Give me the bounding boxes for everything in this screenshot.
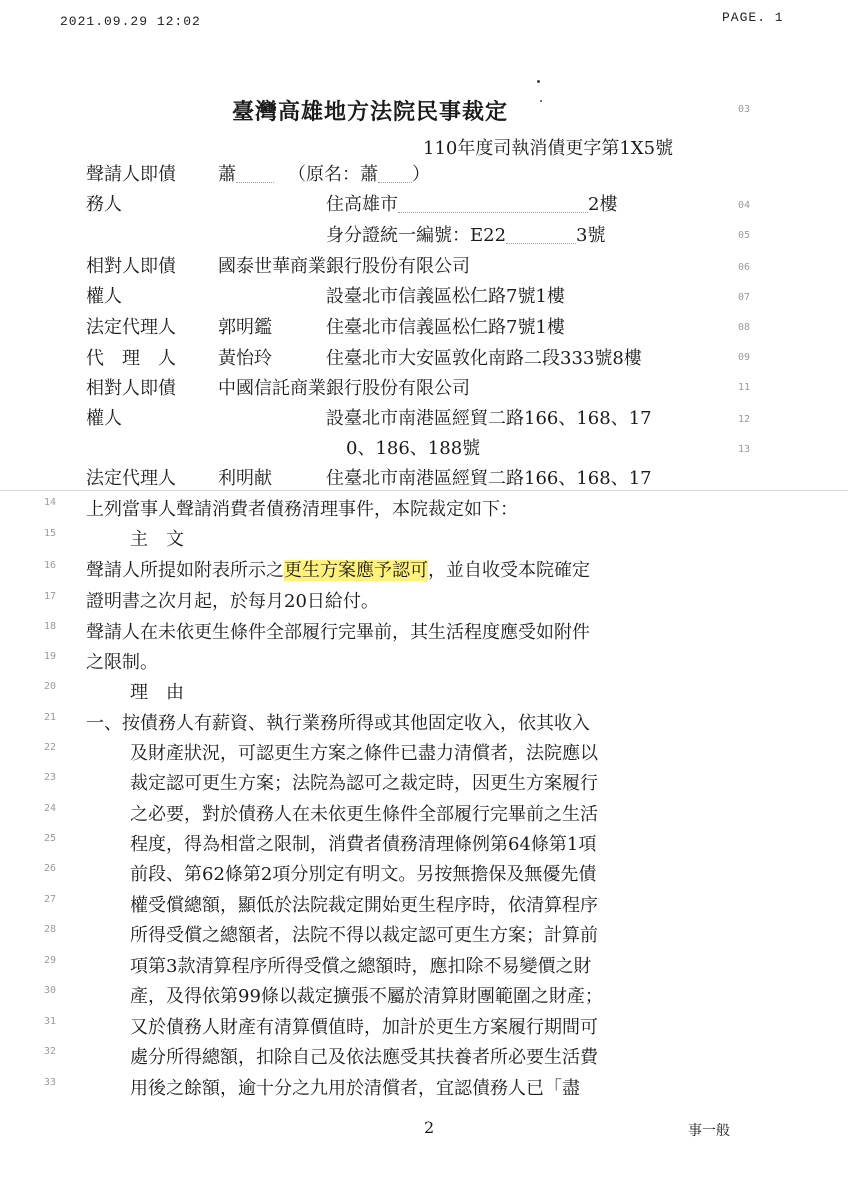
line-number: 22 [44,742,57,753]
reason-line: 項第3款清算程序所得受償之總額時，應扣除不易變價之財 [130,956,592,977]
agent-name: 黃怡玲 [218,348,272,369]
reason-line: 所得受償之總額者，法院不得以裁定認可更生方案；計算前 [130,925,598,946]
page-number: 2 [424,1118,435,1137]
party-address: 住高雄市 2樓 [326,194,618,215]
line-number: 27 [44,894,57,905]
legal-rep-address: 住臺北市南港區經貿二路166、168、17 [326,468,652,489]
line-number: 13 [738,444,751,455]
case-number: 110年度司執消債更字第1X5號 [423,138,674,159]
page-fold-line [0,490,848,491]
fax-page-label: PAGE. 1 [722,10,784,25]
party-id-number: 身分證統一編號：E22 3號 [326,225,606,246]
line-number: 20 [44,681,57,692]
line-number: 31 [44,1016,57,1027]
main-paragraph-1-cont: 證明書之次月起，於每月20日給付。 [86,591,379,612]
line-number: 21 [44,712,57,723]
intro-text: 上列當事人聲請消費者債務清理事件，本院裁定如下： [86,499,518,520]
reason-line: 產，及得依第99條以裁定擴張不屬於清算財團範圍之財產； [130,986,603,1007]
line-number: 05 [738,230,751,241]
reason-line: 及財產狀況，可認更生方案之條件已盡力清償者，法院應以 [130,743,598,764]
line-number: 06 [738,262,751,273]
document-title: 臺灣高雄地方法院民事裁定 [232,99,509,125]
scan-speck [540,100,542,102]
role-label: 相對人即債 [86,378,176,399]
reason-line: 前段、第62條第2項分別定有明文。另按無擔保及無優先債 [130,864,597,885]
party-address: 設臺北市信義區松仁路7號1樓 [326,286,565,307]
line-number: 09 [738,352,751,363]
legal-rep-address: 住臺北市信義區松仁路7號1樓 [326,317,565,338]
party-name: 中國信託商業銀行股份有限公司 [218,378,470,399]
legal-rep-label: 法定代理人 [86,317,176,338]
line-number: 16 [44,560,57,571]
reason-line: 權受償總額，顯低於法院裁定開始更生程序時，依清算程序 [130,895,598,916]
role-label: 權人 [86,286,122,307]
line-number: 14 [44,497,57,508]
party-name: 國泰世華商業銀行股份有限公司 [218,256,470,277]
line-number: 03 [738,104,751,115]
legal-rep-name: 郭明鑑 [218,317,272,338]
reason-line: 用後之餘額，逾十分之九用於清償者，宜認債務人已「盡 [130,1078,580,1099]
line-number: 18 [44,621,57,632]
line-number: 28 [44,924,57,935]
role-label: 相對人即債 [86,256,176,277]
party-name: 蕭 [218,160,274,190]
agent-label: 代 理 人 [86,348,176,369]
reason-line: 又於債務人財產有清算價值時，加計於更生方案履行期間可 [130,1017,598,1038]
original-name: （原名：蕭 ） [288,164,430,185]
line-number: 04 [738,200,751,211]
line-number: 32 [44,1046,57,1057]
main-heading: 主 文 [130,529,184,550]
line-number: 11 [738,382,751,393]
main-paragraph-2: 聲請人在未依更生條件全部履行完畢前，其生活程度應受如附件 [86,622,590,643]
reason-line: 程度，得為相當之限制，消費者債務清理條例第64條第1項 [130,834,597,855]
highlighted-text: 更生方案應予認可 [284,560,428,581]
reason-line: 之必要，對於債務人在未依更生條件全部履行完畢前之生活 [130,804,598,825]
line-number: 33 [44,1077,57,1088]
line-number: 19 [44,651,57,662]
reason-heading: 理 由 [130,682,184,703]
role-label: 聲請人即債 [86,164,176,185]
document-category-tag: 事一般 [688,1123,730,1139]
reason-line: 處分所得總額，扣除自己及依法應受其扶養者所必要生活費 [130,1047,598,1068]
agent-address: 住臺北市大安區敦化南路二段333號8樓 [326,348,642,369]
line-number: 25 [44,833,57,844]
line-number: 29 [44,955,57,966]
legal-rep-label: 法定代理人 [86,468,176,489]
fax-timestamp: 2021.09.29 12:02 [60,14,201,29]
role-label: 務人 [86,194,122,215]
line-number: 24 [44,803,57,814]
line-number: 15 [44,528,57,539]
party-address-cont: 0、186、188號 [346,438,481,459]
line-number: 17 [44,591,57,602]
line-number: 26 [44,863,57,874]
party-address: 設臺北市南港區經貿二路166、168、17 [326,408,652,429]
main-paragraph-1: 聲請人所提如附表所示之更生方案應予認可，並自收受本院確定 [86,560,590,581]
scan-speck [537,80,540,83]
main-paragraph-2-cont: 之限制。 [86,652,158,673]
reason-line: 一、按債務人有薪資、執行業務所得或其他固定收入，依其收入 [86,713,590,734]
line-number: 23 [44,772,57,783]
reason-line: 裁定認可更生方案；法院為認可之裁定時，因更生方案履行 [130,773,598,794]
legal-rep-name: 利明献 [218,468,272,489]
line-number: 30 [44,985,57,996]
role-label: 權人 [86,408,122,429]
line-number: 08 [738,322,751,333]
line-number: 12 [738,414,751,425]
line-number: 07 [738,292,751,303]
